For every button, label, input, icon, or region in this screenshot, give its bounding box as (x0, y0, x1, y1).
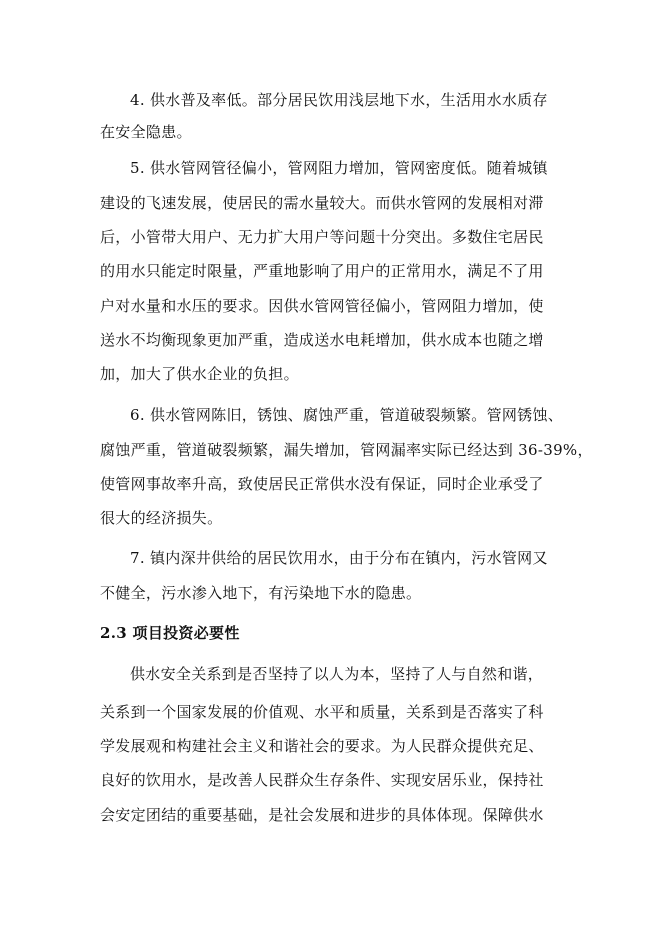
item-5-line-5: 户对水量和水压的要求。因供水管网管径偏小，管网阻力增加，使 (100, 297, 544, 315)
body-line-2: 关系到一个国家发展的价值观、水平和质量，关系到是否落实了科 (100, 703, 544, 721)
item-6-line-4: 很大的经济损失。 (100, 509, 223, 527)
item-4-line-2: 在安全隐患。 (100, 123, 192, 141)
item-5-line-6: 送水不均衡现象更加严重，造成送水电耗增加，供水成本也随之增 (100, 331, 544, 349)
body-line-4: 良好的饮用水，是改善人民群众生存条件、实现安居乐业，保持社 (100, 771, 544, 789)
item-5-line-3: 后，小管带大用户、无力扩大用户等问题十分突出。多数住宅居民 (100, 228, 544, 246)
body-line-5: 会安定团结的重要基础，是社会发展和进步的具体体现。保障供水 (100, 806, 544, 824)
item-6-line-2: 腐蚀严重，管道破裂频繁，漏失增加，管网漏率实际已经达到 36-39%， (100, 441, 593, 459)
item-7-line-1: 7. 镇内深井供给的居民饮用水，由于分布在镇内，污水管网又 (130, 549, 548, 567)
item-5-line-4: 的用水只能定时限量，严重地影响了用户的正常用水，满足不了用 (100, 262, 544, 280)
body-line-1: 供水安全关系到是否坚持了以人为本，坚持了人与自然和谐， (130, 665, 544, 683)
item-6-line-3: 使管网事故率升高，致使居民正常供水没有保证，同时企业承受了 (100, 475, 544, 493)
item-7-line-2: 不健全，污水渗入地下，有污染地下水的隐患。 (100, 584, 422, 602)
section-heading: 2.3 项目投资必要性 (100, 624, 240, 642)
item-6-line-1: 6. 供水管网陈旧，锈蚀、腐蚀严重，管道破裂频繁。管网锈蚀、 (130, 406, 564, 424)
item-5-line-2: 建设的飞速发展，使居民的需水量较大。而供水管网的发展相对滞 (100, 194, 544, 212)
body-line-3: 学发展观和构建社会主义和谐社会的要求。为人民群众提供充足、 (100, 737, 544, 755)
item-4-line-1: 4. 供水普及率低。部分居民饮用浅层地下水，生活用水水质存 (130, 91, 548, 109)
item-5-line-7: 加，加大了供水企业的负担。 (100, 365, 299, 383)
item-5-line-1: 5. 供水管网管径偏小，管网阻力增加，管网密度低。随着城镇 (130, 159, 548, 177)
